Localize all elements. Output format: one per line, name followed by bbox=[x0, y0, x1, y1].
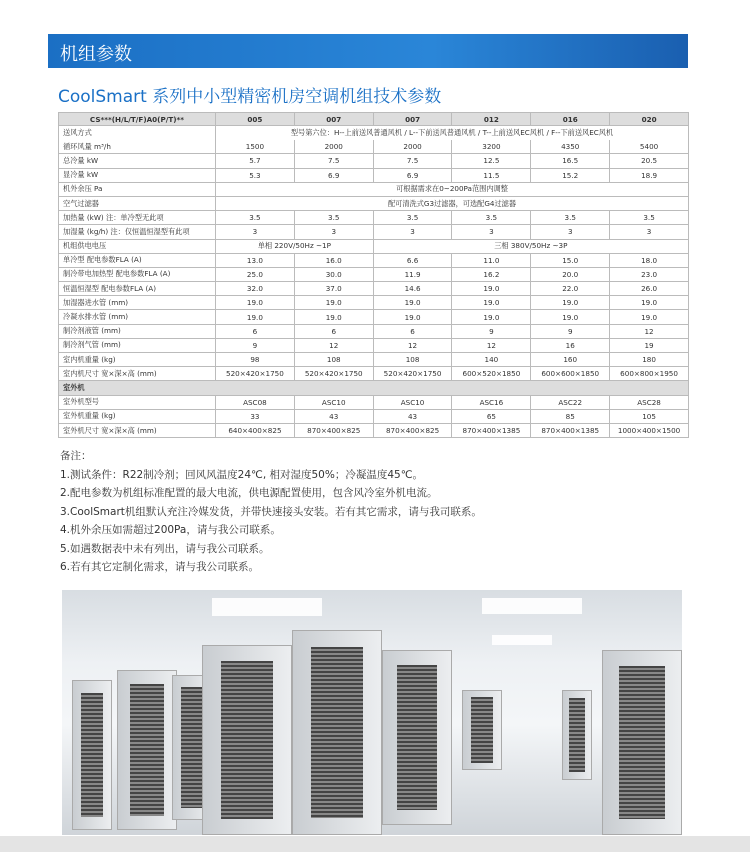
table-row bbox=[59, 225, 689, 239]
table-cell: 13.0 bbox=[216, 253, 295, 267]
table-cell: 520×420×1750 bbox=[294, 367, 373, 381]
table-row bbox=[59, 395, 689, 409]
table-cell: 19.0 bbox=[452, 310, 531, 324]
table-row bbox=[59, 211, 689, 225]
table-cell: 640×400×825 bbox=[216, 423, 295, 437]
table-cell: 22.0 bbox=[531, 282, 610, 296]
table-cell: 15.2 bbox=[531, 168, 610, 182]
table-row bbox=[59, 140, 689, 154]
table-cell: 制冷剂液管 (mm) bbox=[59, 324, 216, 338]
table-cell: 12 bbox=[294, 338, 373, 352]
table-cell: 室外机型号 bbox=[59, 395, 216, 409]
table-cell: 016 bbox=[531, 113, 610, 126]
table-cell: 43 bbox=[294, 409, 373, 423]
table-cell: 65 bbox=[452, 409, 531, 423]
table-cell: 6 bbox=[294, 324, 373, 338]
table-row bbox=[59, 182, 689, 196]
table-cell: 循环风量 m³/h bbox=[59, 140, 216, 154]
table-cell: 3200 bbox=[452, 140, 531, 154]
table-cell: 2000 bbox=[373, 140, 452, 154]
table-cell: 19.0 bbox=[610, 310, 689, 324]
table-cell: 单冷型 配电参数FLA (A) bbox=[59, 253, 216, 267]
footer-strip bbox=[0, 836, 750, 852]
table-cell: 18.9 bbox=[610, 168, 689, 182]
table-cell: 19.0 bbox=[452, 282, 531, 296]
table-cell: 19.0 bbox=[531, 310, 610, 324]
table-cell: 3 bbox=[216, 225, 295, 239]
table-cell: 恒温恒湿型 配电参数FLA (A) bbox=[59, 282, 216, 296]
table-cell: 5400 bbox=[610, 140, 689, 154]
table-row bbox=[59, 423, 689, 437]
table-cell: 3 bbox=[373, 225, 452, 239]
table-cell: 25.0 bbox=[216, 267, 295, 281]
table-cell: 108 bbox=[294, 353, 373, 367]
table-cell: 870×400×825 bbox=[294, 423, 373, 437]
table-cell: 3 bbox=[452, 225, 531, 239]
table-cell: 2000 bbox=[294, 140, 373, 154]
table-row bbox=[59, 367, 689, 381]
table-cell: 三相 380V/50Hz ~3P bbox=[373, 239, 688, 253]
table-cell: 7.5 bbox=[373, 154, 452, 168]
table-row bbox=[59, 267, 689, 281]
table-cell: 室外机 bbox=[59, 381, 689, 395]
table-cell: 012 bbox=[452, 113, 531, 126]
table-cell: 18.0 bbox=[610, 253, 689, 267]
note-item: 1.测试条件：R22制冷剂；回风风温度24℃, 相对湿度50%；冷凝温度45℃。 bbox=[60, 468, 423, 481]
table-cell: 11.5 bbox=[452, 168, 531, 182]
table-cell: 型号第六位：H--上前送风普通风机 / L--下前送风普通风机 / T--上前送风EC风机 / F--下前送风EC风机 bbox=[216, 126, 689, 140]
table-cell: 制冷带电加热型 配电参数FLA (A) bbox=[59, 267, 216, 281]
table-cell: 32.0 bbox=[216, 282, 295, 296]
table-cell: 180 bbox=[610, 353, 689, 367]
table-row bbox=[59, 282, 689, 296]
table-cell: 16.2 bbox=[452, 267, 531, 281]
table-row bbox=[59, 353, 689, 367]
table-cell: 配可清洗式G3过滤器，可选配G4过滤器 bbox=[216, 196, 689, 210]
table-cell: 5.7 bbox=[216, 154, 295, 168]
table-cell: 12.5 bbox=[452, 154, 531, 168]
table-cell: 19.0 bbox=[373, 296, 452, 310]
table-row bbox=[59, 296, 689, 310]
table-row bbox=[59, 196, 689, 210]
table-row bbox=[59, 126, 689, 140]
section-banner bbox=[48, 34, 688, 68]
table-cell: 3 bbox=[531, 225, 610, 239]
table-cell: 制冷剂气管 (mm) bbox=[59, 338, 216, 352]
table-cell: 6.9 bbox=[373, 168, 452, 182]
table-cell: 显冷量 kW bbox=[59, 168, 216, 182]
table-cell: 16.0 bbox=[294, 253, 373, 267]
table-cell: 9 bbox=[531, 324, 610, 338]
table-cell: 19.0 bbox=[373, 310, 452, 324]
table-cell: 3 bbox=[294, 225, 373, 239]
table-cell: 600×520×1850 bbox=[452, 367, 531, 381]
table-cell: 19 bbox=[610, 338, 689, 352]
table-cell: 15.0 bbox=[531, 253, 610, 267]
table-row bbox=[59, 253, 689, 267]
table-cell: 85 bbox=[531, 409, 610, 423]
table-cell: 机组供电电压 bbox=[59, 239, 216, 253]
table-header bbox=[59, 113, 689, 126]
page-title: CoolSmart 系列中小型精密机房空调机组技术参数 bbox=[58, 87, 442, 107]
table-cell: 870×400×1385 bbox=[452, 423, 531, 437]
table-cell: ASC08 bbox=[216, 395, 295, 409]
table-cell: 600×600×1850 bbox=[531, 367, 610, 381]
note-item: 5.如遇数据表中未有列出，请与我公司联系。 bbox=[60, 542, 270, 555]
table-cell: 16 bbox=[531, 338, 610, 352]
table-cell: 6.6 bbox=[373, 253, 452, 267]
table-cell: 19.0 bbox=[216, 296, 295, 310]
table-cell: ASC22 bbox=[531, 395, 610, 409]
table-cell: 20.5 bbox=[610, 154, 689, 168]
table-cell: 020 bbox=[610, 113, 689, 126]
table-cell: 5.3 bbox=[216, 168, 295, 182]
table-cell: ASC10 bbox=[373, 395, 452, 409]
table-cell: 6.9 bbox=[294, 168, 373, 182]
table-cell: 140 bbox=[452, 353, 531, 367]
table-cell: 加热量 (kW) 注：单冷型无此项 bbox=[59, 211, 216, 225]
table-cell: 105 bbox=[610, 409, 689, 423]
table-cell: 12 bbox=[452, 338, 531, 352]
table-cell: 机外余压 Pa bbox=[59, 182, 216, 196]
table-cell: 19.0 bbox=[294, 296, 373, 310]
spec-table bbox=[58, 112, 689, 438]
table-cell: 室外机重量 (kg) bbox=[59, 409, 216, 423]
table-cell: 4350 bbox=[531, 140, 610, 154]
banner-title: 机组参数 bbox=[60, 44, 132, 65]
table-cell: 007 bbox=[373, 113, 452, 126]
table-cell: 30.0 bbox=[294, 267, 373, 281]
table-cell: 9 bbox=[452, 324, 531, 338]
table-row bbox=[59, 310, 689, 324]
table-cell: 总冷量 kW bbox=[59, 154, 216, 168]
table-cell: 空气过滤器 bbox=[59, 196, 216, 210]
table-cell: 19.0 bbox=[610, 296, 689, 310]
table-cell: 加湿量 (kg/h) 注：仅恒温恒湿型有此项 bbox=[59, 225, 216, 239]
table-cell: 19.0 bbox=[294, 310, 373, 324]
table-cell: 3.5 bbox=[610, 211, 689, 225]
table-cell: 3 bbox=[610, 225, 689, 239]
table-cell: 19.0 bbox=[531, 296, 610, 310]
table-cell: 43 bbox=[373, 409, 452, 423]
table-cell: 3.5 bbox=[452, 211, 531, 225]
table-cell: 600×800×1950 bbox=[610, 367, 689, 381]
table-cell: 1000×400×1500 bbox=[610, 423, 689, 437]
notes bbox=[60, 447, 482, 577]
table-cell: 7.5 bbox=[294, 154, 373, 168]
table-row bbox=[59, 338, 689, 352]
table-cell: 520×420×1750 bbox=[216, 367, 295, 381]
table-row bbox=[59, 154, 689, 168]
table-row bbox=[59, 239, 689, 253]
table-cell: 12 bbox=[610, 324, 689, 338]
table-cell: 16.5 bbox=[531, 154, 610, 168]
note-item: 3.CoolSmart机组默认充注冷媒发货，并带快速接头安装。若有其它需求，请与我司联系。 bbox=[60, 505, 482, 518]
table-cell: 005 bbox=[216, 113, 295, 126]
table-cell: 单相 220V/50Hz ~1P bbox=[216, 239, 374, 253]
note-item: 6.若有其它定制化需求，请与我公司联系。 bbox=[60, 561, 260, 573]
table-row bbox=[59, 381, 689, 395]
table-cell: 3.5 bbox=[531, 211, 610, 225]
table-cell: 98 bbox=[216, 353, 295, 367]
table-cell: CS***(H/L/T/F)A0(P/T)** bbox=[59, 113, 216, 126]
table-row bbox=[59, 409, 689, 423]
table-cell: 520×420×1750 bbox=[373, 367, 452, 381]
table-cell: 33 bbox=[216, 409, 295, 423]
table-cell: 12 bbox=[373, 338, 452, 352]
note-item: 4.机外余压如需超过200Pa，请与我公司联系。 bbox=[60, 524, 281, 536]
table-cell: 可根据需求在0~200Pa范围内调整 bbox=[216, 182, 689, 196]
table-cell: 6 bbox=[373, 324, 452, 338]
table-cell: 送风方式 bbox=[59, 126, 216, 140]
table-cell: 室内机重量 (kg) bbox=[59, 353, 216, 367]
table-cell: 9 bbox=[216, 338, 295, 352]
table-cell: 108 bbox=[373, 353, 452, 367]
table-cell: 冷凝水排水管 (mm) bbox=[59, 310, 216, 324]
table-row bbox=[59, 168, 689, 182]
table-cell: 3.5 bbox=[373, 211, 452, 225]
table-cell: 160 bbox=[531, 353, 610, 367]
table-cell: 14.6 bbox=[373, 282, 452, 296]
table-cell: 007 bbox=[294, 113, 373, 126]
table-cell: ASC28 bbox=[610, 395, 689, 409]
table-cell: 19.0 bbox=[452, 296, 531, 310]
notes-heading: 备注： bbox=[60, 450, 92, 462]
server-room-photo bbox=[62, 590, 682, 835]
table-cell: 11.9 bbox=[373, 267, 452, 281]
table-cell: 870×400×1385 bbox=[531, 423, 610, 437]
table-cell: 870×400×825 bbox=[373, 423, 452, 437]
table-cell: 1500 bbox=[216, 140, 295, 154]
table-cell: 26.0 bbox=[610, 282, 689, 296]
table-cell: 室内机尺寸 宽×深×高 (mm) bbox=[59, 367, 216, 381]
table-cell: 加湿器进水管 (mm) bbox=[59, 296, 216, 310]
table-row bbox=[59, 324, 689, 338]
table-cell: 37.0 bbox=[294, 282, 373, 296]
table-cell: 室外机尺寸 宽×深×高 (mm) bbox=[59, 423, 216, 437]
table-cell: ASC16 bbox=[452, 395, 531, 409]
table-cell: 3.5 bbox=[294, 211, 373, 225]
table-cell: 3.5 bbox=[216, 211, 295, 225]
table-cell: 23.0 bbox=[610, 267, 689, 281]
table-cell: ASC10 bbox=[294, 395, 373, 409]
table-cell: 6 bbox=[216, 324, 295, 338]
table-cell: 20.0 bbox=[531, 267, 610, 281]
table-cell: 11.0 bbox=[452, 253, 531, 267]
note-item: 2.配电参数为机组标准配置的最大电流，供电源配置使用，包含风冷室外机电流。 bbox=[60, 487, 438, 499]
table-cell: 19.0 bbox=[216, 310, 295, 324]
